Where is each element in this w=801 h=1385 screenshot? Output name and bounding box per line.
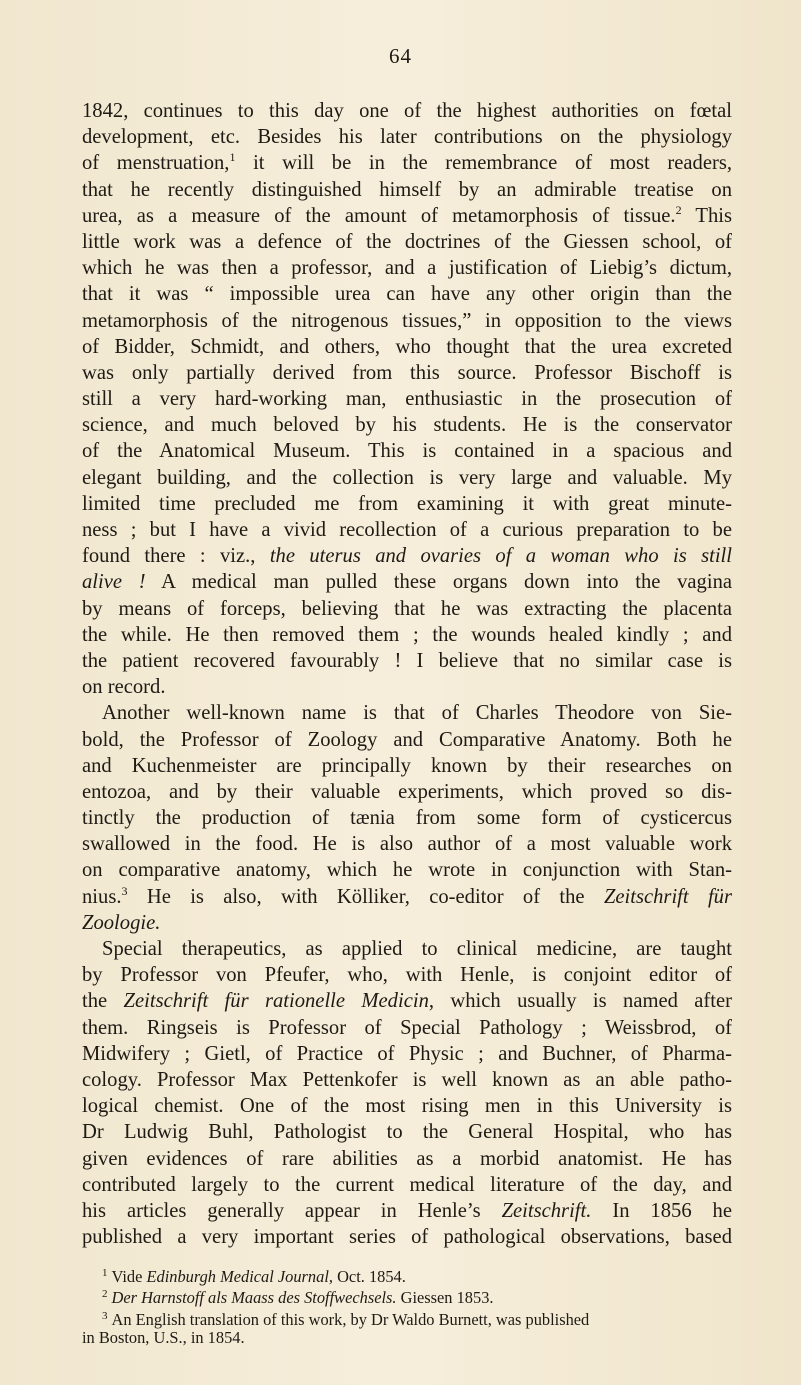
text-segment: bold, the Professor of Zoology and Comparative Anatomy. Both he [82,728,732,751]
text-line [82,412,732,438]
text-line [82,1119,732,1145]
text-line [82,1224,732,1250]
text-segment: metamorphosis of the nitrogenous tissues,” in opposition to the views [82,309,732,332]
text-segment: was only partially derived from this source. Professor Bischoff is [82,361,732,384]
text-line [82,700,732,726]
text-segment: tinctly the production of tænia from some form of cysticercus [82,807,732,830]
footnotes [82,1263,732,1349]
text-segment: Giessen 1853. [396,1288,494,1308]
text-line [82,308,732,334]
text-segment: Vide [111,1267,147,1286]
text-segment: them. Ringseis is Professor of Special Pathology ; Weissbrod, of [82,1016,732,1039]
text-line [82,543,732,569]
text-line [82,988,732,1014]
text-segment: Another well-known name is that of Charles Theodore von Sie- [102,702,732,725]
italic-text: Der Harnstoff als Maass des Stoffwechsels. [111,1288,397,1308]
text-segment: In 1856 he [591,1199,732,1222]
text-segment: published a very important series of pathological observations, based [82,1226,732,1249]
text-line [82,150,732,176]
text-line [82,569,732,595]
italic-text: alive ! [82,571,146,594]
text-line [82,360,732,386]
footnote-ref: 1 [229,150,236,165]
text-line [82,177,732,203]
text-segment: This [681,204,732,227]
footnote-line [82,1263,732,1284]
text-segment: of menstruation, [82,152,230,175]
text-segment: found there : viz., [82,545,270,568]
text-segment: contributed largely to the current medical literature of the day, and [82,1173,732,1196]
text-line [82,98,732,124]
text-segment: it will be in the remembrance of most readers, [235,152,732,175]
text-segment: still a very hard-working man, enthusiastic in the prosecution of [82,388,732,411]
footnote-line [82,1327,732,1348]
text-line [82,1093,732,1119]
text-line [82,438,732,464]
text-segment: , which usually is named after [428,990,732,1013]
text-line [82,1067,732,1093]
text-segment: entozoa, and by their valuable experiments, which proved so dis- [82,780,732,803]
text-segment: the patient recovered favourably ! I believe that no similar case is [82,649,732,672]
footnote-ref: 3 [121,883,128,898]
text-segment: that it was “ impossible urea can have any other origin than the [82,283,732,306]
text-segment: the [82,990,124,1013]
text-line [82,465,732,491]
italic-text: Zeitschrift. [501,1199,592,1222]
text-segment: on record. [82,676,166,699]
text-line [82,936,732,962]
text-line [82,857,732,883]
text-line [82,1146,732,1172]
text-line [82,779,732,805]
footnote-marker: 1 [102,1267,108,1279]
text-line [82,517,732,543]
text-segment: A medical man pulled these organs down into the vagina [145,571,733,594]
text-segment: the while. He then removed them ; the wounds healed kindly ; and [82,623,732,646]
text-line [82,281,732,307]
text-line [82,255,732,281]
text-segment: Special therapeutics, as applied to clinical medicine, are taught [102,938,732,960]
text-line [82,1015,732,1041]
text-segment: logical chemist. One of the most rising men in this University is [82,1095,732,1118]
italic-text: Edinburgh Medical Journal, [146,1267,333,1286]
text-segment: swallowed in the food. He is also author of a most valuable work [82,833,732,856]
text-segment: of the Anatomical Museum. This is contained in a spacious and [82,440,732,463]
text-line [82,596,732,622]
text-line [82,884,732,910]
text-line [82,229,732,255]
text-segment: that he recently distinguished himself by an admirable treatise on [82,178,732,201]
text-line [82,805,732,831]
text-line [82,1198,732,1224]
text-line [82,831,732,857]
text-segment: ness ; but I have a vivid recollection of a curious preparation to be [82,519,732,541]
text-segment: Dr Ludwig Buhl, Pathologist to the General Hospital, who has [82,1121,732,1144]
text-line [82,334,732,360]
footnote-ref: 2 [675,202,682,217]
text-line [82,622,732,648]
text-segment: He is also, with Kölliker, co-editor of the [127,885,604,908]
footnote-marker: 2 [102,1288,108,1301]
text-segment: which he was then a professor, and a justification of Liebig’s dictum, [82,257,732,280]
italic-text: Zeitschrift für [603,885,732,908]
text-segment: urea, as a measure of the amount of metamorphosis of tissue. [82,204,676,227]
text-segment: limited time precluded me from examining it with great minute- [82,492,732,515]
text-line [82,386,732,412]
text-segment: Oct. 1854. [332,1267,406,1286]
text-line [82,491,732,517]
page-number: 64 [389,44,412,68]
footnote-line [82,1306,732,1327]
text-segment: 1842, continues to this day one of the highest authorities on fœtal [82,100,732,122]
text-line [82,124,732,150]
footnote-line [82,1284,732,1308]
text-segment: little work was a defence of the doctrines of the Giessen school, of [82,230,732,253]
text-line [82,727,732,753]
text-segment: his articles generally appear in Henle’s [82,1199,502,1222]
text-segment: by means of forceps, believing that he was extracting the placenta [82,597,732,620]
italic-text: Zeitschrift für rationelle Medicin [123,990,429,1013]
text-line [82,203,732,229]
text-segment: given evidences of rare abilities as a morbid anatomist. He has [82,1147,732,1170]
italic-text: the uterus and ovaries of a woman who is still [269,545,732,568]
text-line [82,910,732,936]
text-segment: cology. Professor Max Pettenkofer is well known as an able patho- [82,1068,732,1091]
text-segment: science, and much beloved by his students. He is the conservator [82,414,732,437]
body-text [82,98,732,1250]
italic-text: Zoologie. [82,911,161,934]
text-segment: nius. [82,885,122,908]
text-line [82,753,732,779]
text-line [82,1172,732,1198]
text-segment: development, etc. Besides his later contributions on the physiology [82,126,732,149]
text-line [82,1041,732,1067]
text-line [82,962,732,988]
text-segment: of Bidder, Schmidt, and others, who thought that the urea excreted [82,335,732,358]
text-segment: elegant building, and the collection is very large and valuable. My [82,466,732,489]
text-segment: Midwifery ; Gietl, of Practice of Physic ; and Buchner, of Pharma- [82,1042,732,1065]
text-line [82,648,732,674]
text-segment: in Boston, U.S., in 1854. [82,1328,245,1348]
text-segment: on comparative anatomy, which he wrote in conjunction with Stan- [82,859,732,882]
text-segment: An English translation of this work, by Dr Waldo Burnett, was published [111,1309,590,1329]
text-segment: by Professor von Pfeufer, who, with Henle, is conjoint editor of [82,964,732,987]
footnote-marker: 3 [102,1309,108,1322]
text-segment: and Kuchenmeister are principally known by their researches on [82,754,732,777]
text-line [82,674,732,700]
